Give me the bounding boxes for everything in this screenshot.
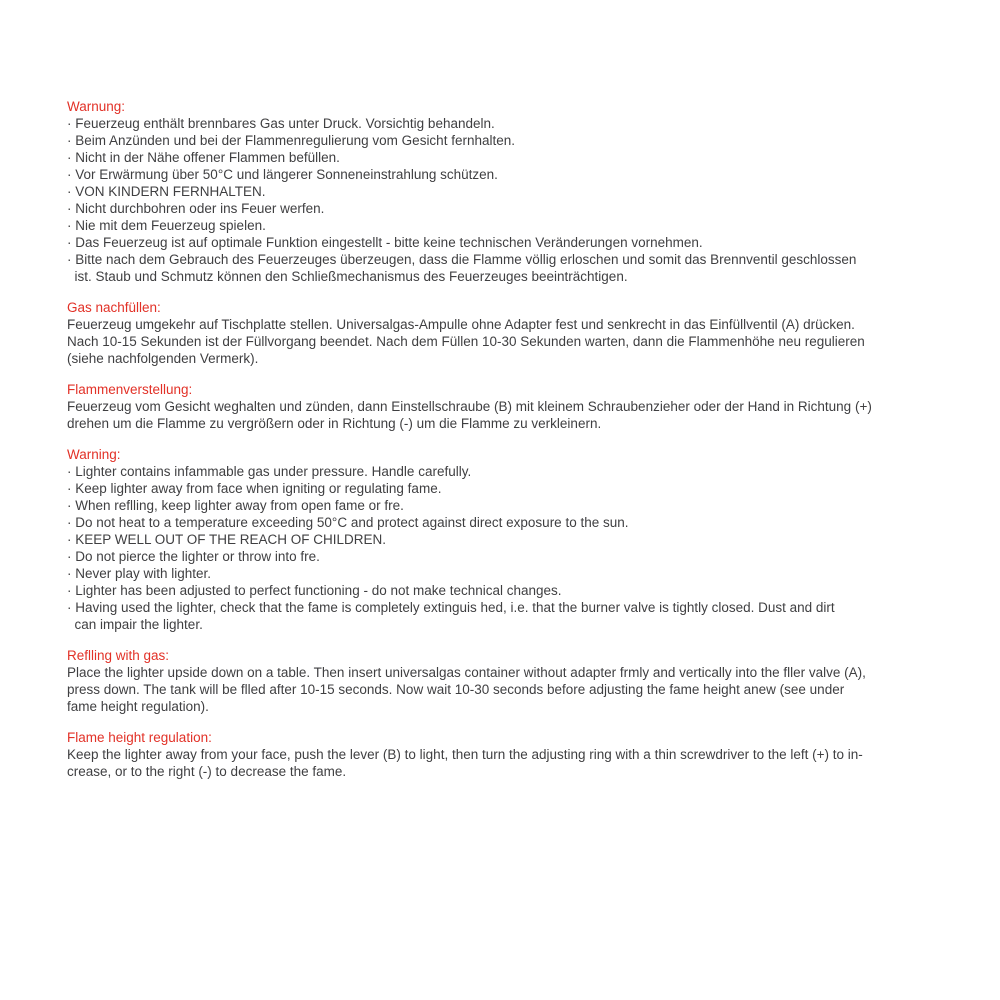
text-line: (siehe nachfolgenden Vermerk). [67, 351, 259, 366]
section-refilling-with-gas-en [67, 647, 960, 715]
text-line: · When reflling, keep lighter away from open fame or fre. [67, 498, 404, 513]
text-line: Feuerzeug umgekehr auf Tischplatte stellen. Universalgas-Ampulle ohne Adapter fest und senkrecht in das Einfüllventil (A) drücken. [67, 317, 855, 332]
text-line: drehen um die Flamme zu vergrößern oder in Richtung (-) um die Flamme zu verkleinern. [67, 416, 602, 431]
text-line: · Beim Anzünden und bei der Flammenregulierung vom Gesicht fernhalten. [67, 133, 515, 148]
text-line: · Bitte nach dem Gebrauch des Feuerzeuges überzeugen, dass die Flamme völlig erloschen und somit das Brennventil geschlossen [67, 252, 857, 267]
section-heading-flammenverstellung: Flammenverstellung: [67, 382, 193, 397]
text-line: can impair the lighter. [67, 617, 203, 632]
section-heading-warnung: Warnung: [67, 99, 126, 114]
text-line: press down. The tank will be flled after 10-15 seconds. Now wait 10-30 seconds before adjusting the fame height anew (see under [67, 682, 845, 697]
text-line: Nach 10-15 Sekunden ist der Füllvorgang beendet. Nach dem Füllen 10-30 Sekunden warten, dann die Flammenhöhe neu regulieren [67, 334, 865, 349]
section-flame-height-regulation-en [67, 729, 960, 780]
text-line: crease, or to the right (-) to decrease the fame. [67, 764, 347, 779]
text-line: · Lighter has been adjusted to perfect functioning - do not make technical changes. [67, 583, 562, 598]
section-warnung-de [67, 98, 960, 285]
text-line: · Never play with lighter. [67, 566, 212, 581]
text-line: · Nicht in der Nähe offener Flammen befüllen. [67, 150, 340, 165]
text-line: · Nicht durchbohren oder ins Feuer werfen. [67, 201, 325, 216]
text-line: · Do not heat to a temperature exceeding 50°C and protect against direct exposure to the sun. [67, 515, 629, 530]
section-gas-nachfuellen-de [67, 299, 960, 367]
text-line: · Lighter contains infammable gas under pressure. Handle carefully. [67, 464, 472, 479]
text-line: · Having used the lighter, check that the fame is completely extinguis hed, i.e. that the burner valve is tightly closed. Dust and dirt [67, 600, 835, 615]
text-line: fame height regulation). [67, 699, 209, 714]
section-flammenverstellung-de [67, 381, 960, 432]
text-line: · Feuerzeug enthält brennbares Gas unter Druck. Vorsichtig behandeln. [67, 116, 495, 131]
text-line: · Nie mit dem Feuerzeug spielen. [67, 218, 266, 233]
text-line: · Vor Erwärmung über 50°C und längerer Sonneneinstrahlung schützen. [67, 167, 498, 182]
text-line: Keep the lighter away from your face, push the lever (B) to light, then turn the adjusting ring with a thin screwdriver to the left (+) to in- [67, 747, 863, 762]
text-line: · Keep lighter away from face when igniting or regulating fame. [67, 481, 442, 496]
section-heading-warning: Warning: [67, 447, 121, 462]
text-line: · Do not pierce the lighter or throw into fre. [67, 549, 320, 564]
text-line: · Das Feuerzeug ist auf optimale Funktion eingestellt - bitte keine technischen Veränderungen vornehmen. [67, 235, 703, 250]
text-line: ist. Staub und Schmutz können den Schließmechanismus des Feuerzeuges beeinträchtigen. [67, 269, 628, 284]
text-line: · VON KINDERN FERNHALTEN. [67, 184, 266, 199]
section-warning-en [67, 446, 960, 633]
section-heading-flame-height: Flame height regulation: [67, 730, 212, 745]
section-heading-gas-nachfuellen: Gas nachfüllen: [67, 300, 161, 315]
section-heading-refilling: Reflling with gas: [67, 648, 170, 663]
text-line: Feuerzeug vom Gesicht weghalten und zünden, dann Einstellschraube (B) mit kleinem Schraubenzieher oder der Hand in Richtung (+) [67, 399, 872, 414]
text-line: · KEEP WELL OUT OF THE REACH OF CHILDREN. [67, 532, 387, 547]
text-line: Place the lighter upside down on a table. Then insert universalgas container without adapter frmly and vertically into the fller valve (A), [67, 665, 866, 680]
